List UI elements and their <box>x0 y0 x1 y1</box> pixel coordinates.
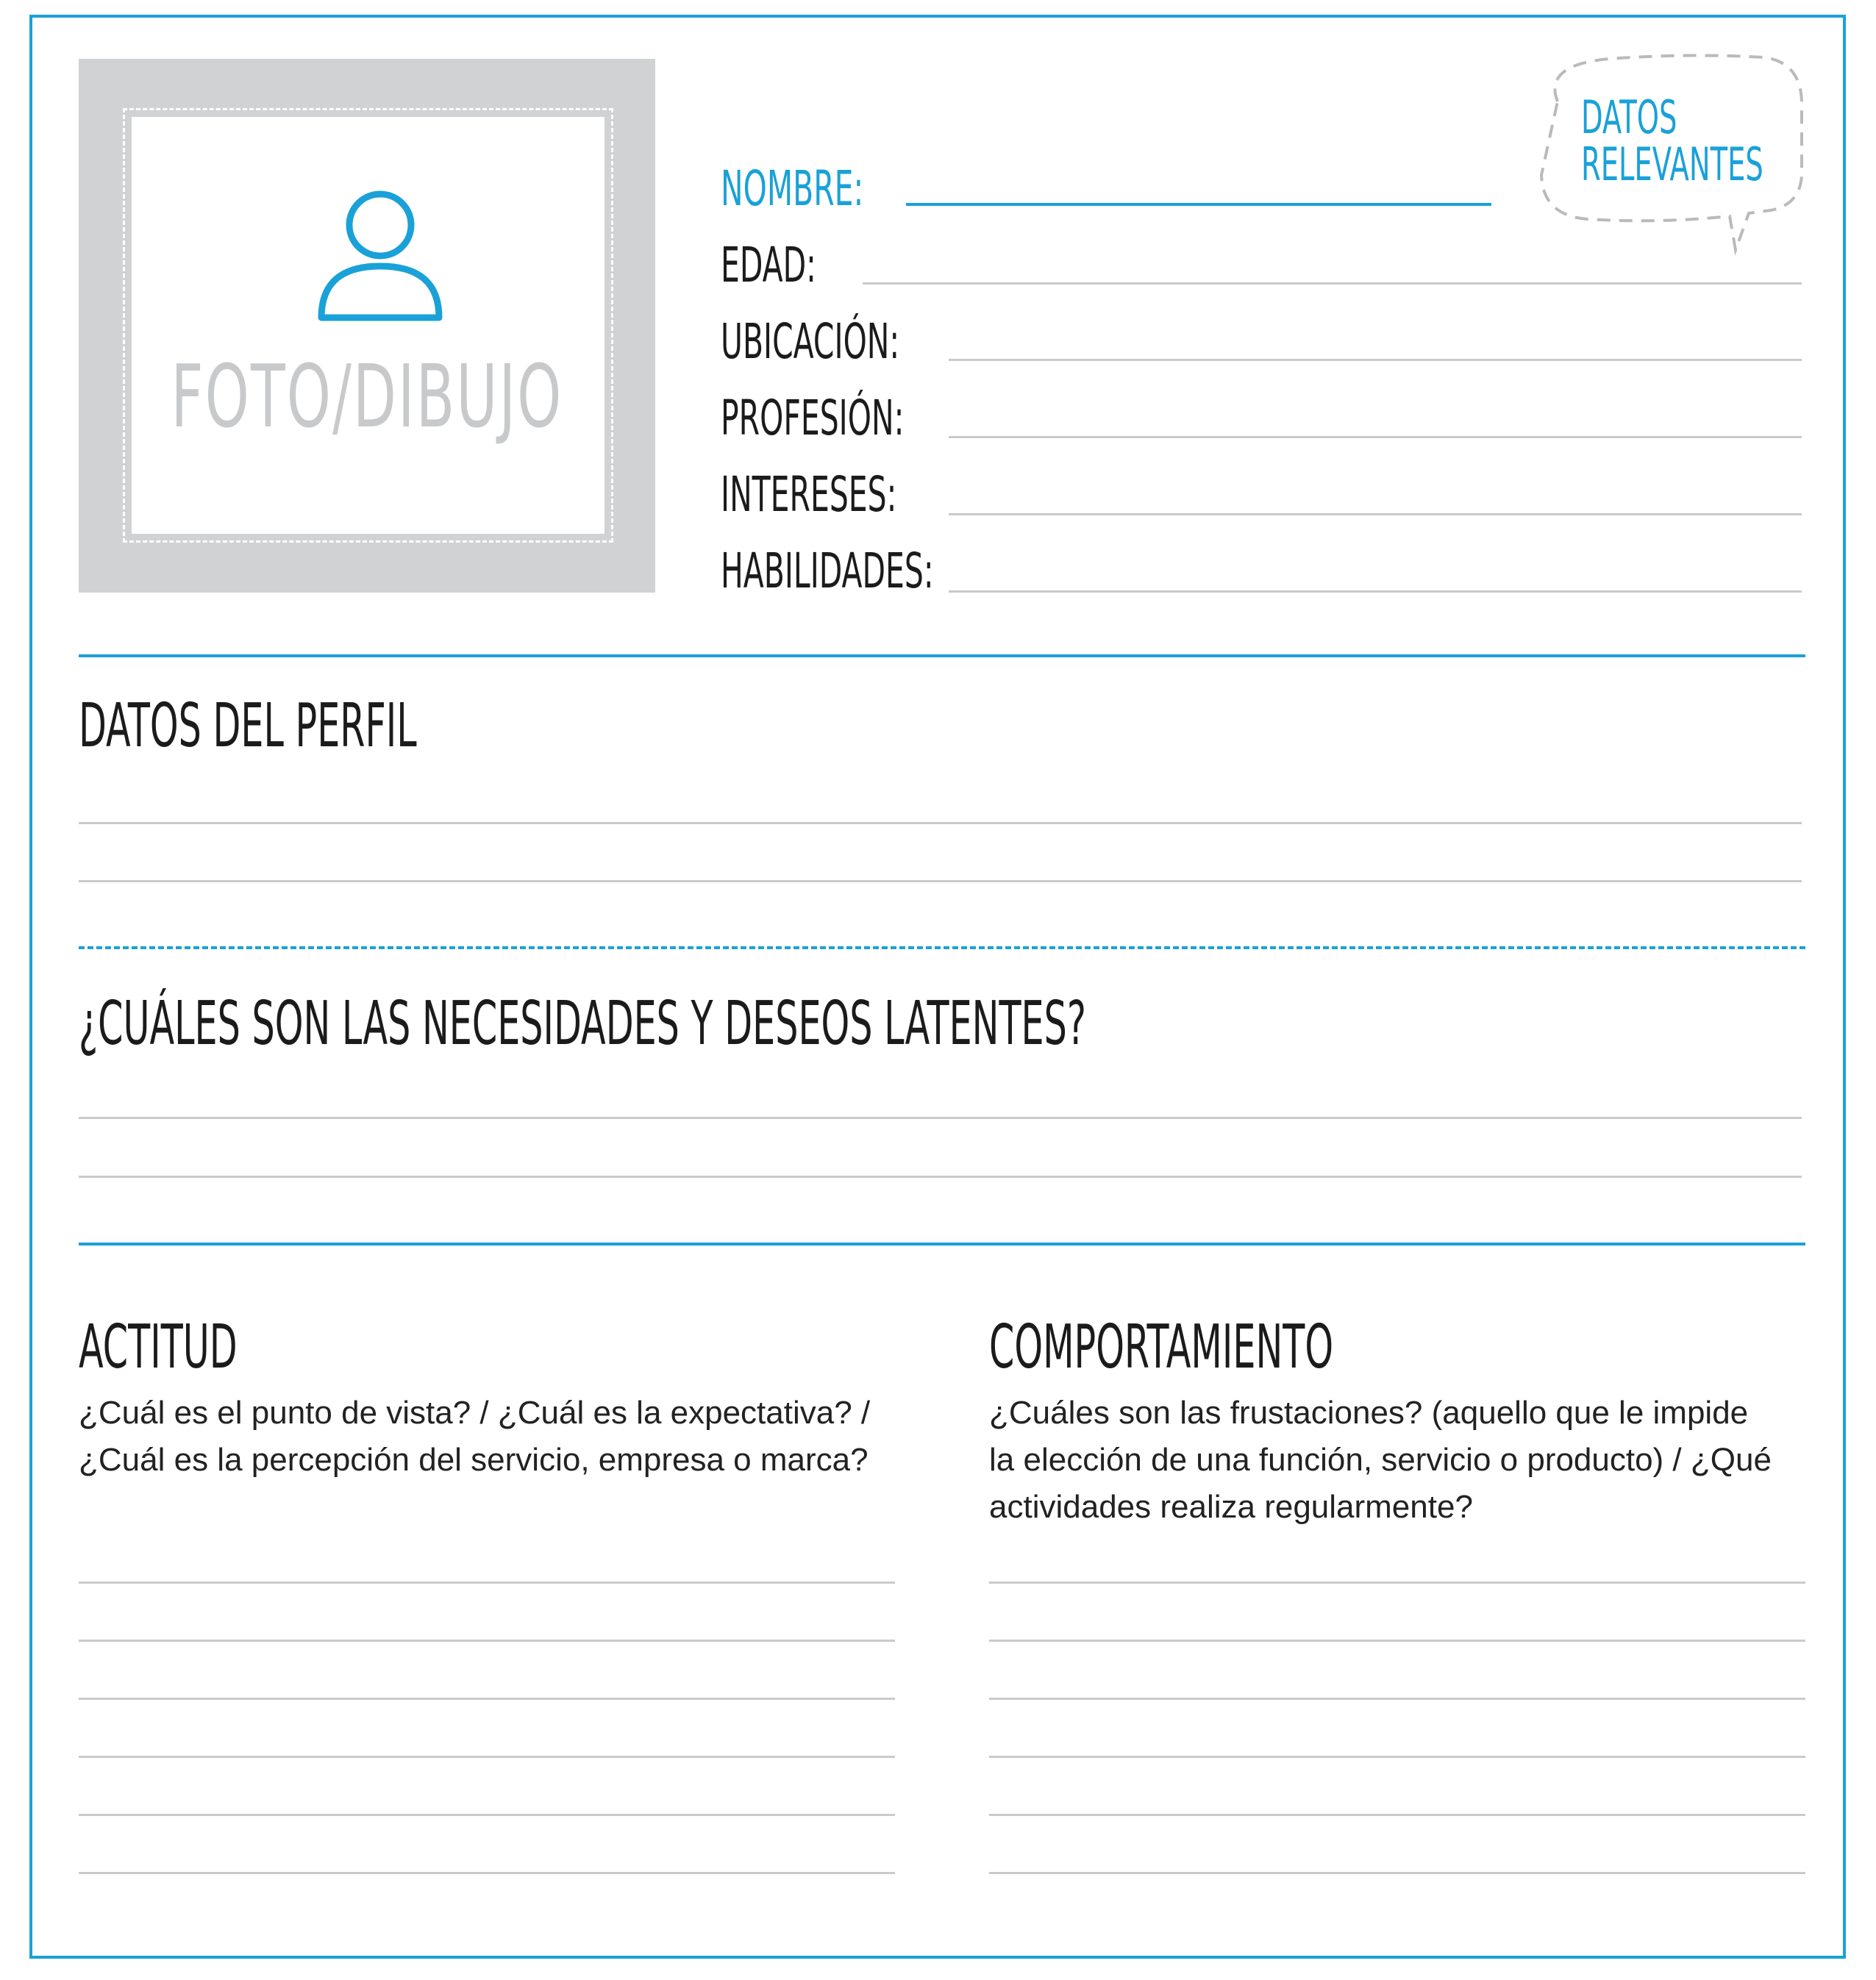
comportamiento-line-2[interactable] <box>989 1640 1805 1642</box>
actitud-description <box>79 1390 870 1484</box>
field-line-ubicacion[interactable] <box>949 359 1802 361</box>
comportamiento-line-4[interactable] <box>989 1756 1805 1758</box>
actitud-line-6[interactable] <box>79 1872 895 1874</box>
necesidades-line-2[interactable] <box>79 1176 1802 1178</box>
comportamiento-line-6[interactable] <box>989 1872 1805 1874</box>
bubble-text <box>1581 90 1763 191</box>
field-label-habilidades: HABILIDADES: <box>721 543 934 599</box>
section-title-perfil: DATOS DEL PERFIL <box>79 691 417 761</box>
field-label-profesion: PROFESIÓN: <box>721 390 905 446</box>
actitud-line-4[interactable] <box>79 1756 895 1758</box>
dashed-divider <box>79 946 1805 949</box>
comportamiento-line-5[interactable] <box>989 1814 1805 1816</box>
photo-placeholder[interactable] <box>79 59 655 593</box>
comportamiento-text-line-3: actividades realiza regularmente? <box>989 1489 1473 1525</box>
comportamiento-line-1[interactable] <box>989 1582 1805 1584</box>
field-label-intereses: INTERESES: <box>721 466 897 523</box>
perfil-line-2[interactable] <box>79 880 1802 882</box>
actitud-text-line-2: ¿Cuál es la percepción del servicio, empresa o marca? <box>79 1442 869 1478</box>
field-label-edad: EDAD: <box>721 237 816 293</box>
field-line-intereses[interactable] <box>949 513 1802 515</box>
field-label-nombre: NOMBRE: <box>721 160 864 217</box>
actitud-text-line-1: ¿Cuál es el punto de vista? / ¿Cuál es la expectativa? / <box>79 1395 871 1431</box>
bubble-line-1: DATOS <box>1581 90 1677 144</box>
actitud-line-1[interactable] <box>79 1582 895 1584</box>
comportamiento-description <box>989 1390 1772 1531</box>
section-title-comportamiento: COMPORTAMIENTO <box>989 1312 1334 1382</box>
section-title-necesidades: ¿CUÁLES SON LAS NECESIDADES Y DESEOS LATENTES? <box>79 989 1086 1059</box>
comportamiento-line-3[interactable] <box>989 1698 1805 1700</box>
actitud-line-2[interactable] <box>79 1640 895 1642</box>
field-line-habilidades[interactable] <box>949 590 1802 593</box>
field-line-profesion[interactable] <box>949 436 1802 438</box>
field-line-edad[interactable] <box>863 282 1802 285</box>
necesidades-line-1[interactable] <box>79 1117 1802 1119</box>
section-divider <box>79 654 1805 657</box>
field-line-nombre[interactable] <box>906 203 1491 206</box>
user-icon <box>314 184 446 324</box>
comportamiento-text-line-1: ¿Cuáles son las frustaciones? (aquello que le impide <box>989 1395 1749 1431</box>
photo-label: FOTO/DIBUJO <box>171 346 563 447</box>
perfil-line-1[interactable] <box>79 822 1802 824</box>
section-title-actitud: ACTITUD <box>79 1312 238 1382</box>
photo-inner-area <box>132 117 604 534</box>
actitud-line-5[interactable] <box>79 1814 895 1816</box>
actitud-line-3[interactable] <box>79 1698 895 1700</box>
bubble-line-2: RELEVANTES <box>1581 137 1763 191</box>
comportamiento-text-line-2: la elección de una función, servicio o producto) / ¿Qué <box>989 1442 1772 1478</box>
field-label-ubicacion: UBICACIÓN: <box>721 313 900 370</box>
section-divider-2 <box>79 1243 1805 1245</box>
